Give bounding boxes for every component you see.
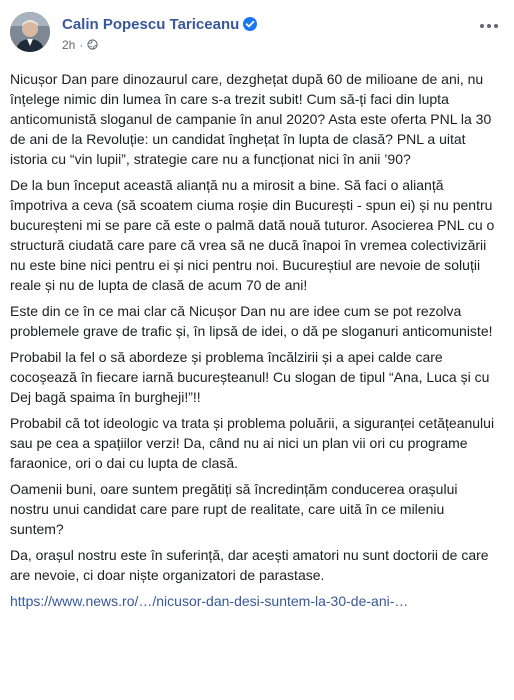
post-meta <box>62 38 98 52</box>
post-paragraph: Da, orașul nostru este în suferință, dar acești amatori nu sunt doctorii de care are nevoie, ci doar niște organizatori de parastase. <box>10 547 489 583</box>
post-body <box>10 69 498 617</box>
post-paragraph: Probabil că tot ideologic va trata și problema poluării, a siguranței cetățeanului sau pe cea a spațiilor verzi! Da, când nu ai nici un plan vii ori cu programe faraonice, ori o dai cu lupta de clasă. <box>10 415 495 471</box>
article-link[interactable]: https://www.news.ro/…/nicusor-dan-desi-suntem-la-30-de-ani-… <box>10 593 409 609</box>
post-link-line <box>10 591 498 611</box>
post-paragraph: Probabil la fel o să abordeze și problema încălzirii și a apei calde care cocoșează în fiecare iarnă bucureșteanul! Cu slogan de tipul “Ana, Luca și cu Dej bagă spaima în burgheji!”!! <box>10 349 490 405</box>
post-paragraph: Nicușor Dan pare dinozaurul care, dezghețat după 60 de milioane de ani, nu înțelege nimic din lumea în care s-a trezit subit! Cum să-ți faci din lupta anticomunistă sloganul de campanie în anul 2020? Asta este oferta PNL la 30 de ani de la Revoluție: un candidat înghețat în lupta de clasă? PNL a uitat istoria cu “vin lupii”, strategie care nu a funcționat nici în anii ’90? <box>10 71 492 167</box>
avatar[interactable] <box>10 12 50 52</box>
post-header <box>10 12 504 62</box>
post-timestamp[interactable]: 2h <box>62 38 76 52</box>
verified-badge-icon <box>243 17 257 31</box>
more-options-icon[interactable] <box>474 14 504 38</box>
post-paragraph: Este din ce în ce mai clar că Nicușor Dan nu are idee cum se pot rezolva problemele grave de trafic și, în lipsă de idei, o dă pe sloganuri anticomuniste! <box>10 303 493 339</box>
post-paragraph: De la bun început această alianță nu a mirosit a bine. Să faci o alianță împotriva a ceva (să scoatem ciuma roșie din București - spun ei) și nu pentru bucureșteni mi se pare că este o palmă dată nouă tuturor. Asocierea PNL cu o structură ciudată care pare că vrea să ne ducă înapoi în vremea colectivizării nu este bine nici pentru ei și nici pentru noi. Bucureștiul are nevoie de soluții reale și nu de lupta de clasă de acum 70 de ani! <box>10 177 495 293</box>
author-name-label[interactable]: Calin Popescu Tariceanu <box>62 16 240 33</box>
globe-icon[interactable] <box>87 39 98 50</box>
post-paragraph: Oamenii buni, oare suntem pregătiți să încredințăm conducerea orașului nostru unui candidat care pare rupt de realitate, care uită în ce mileniu suntem? <box>10 481 458 537</box>
author-name[interactable] <box>62 16 257 33</box>
separator-dot: · <box>79 38 84 52</box>
